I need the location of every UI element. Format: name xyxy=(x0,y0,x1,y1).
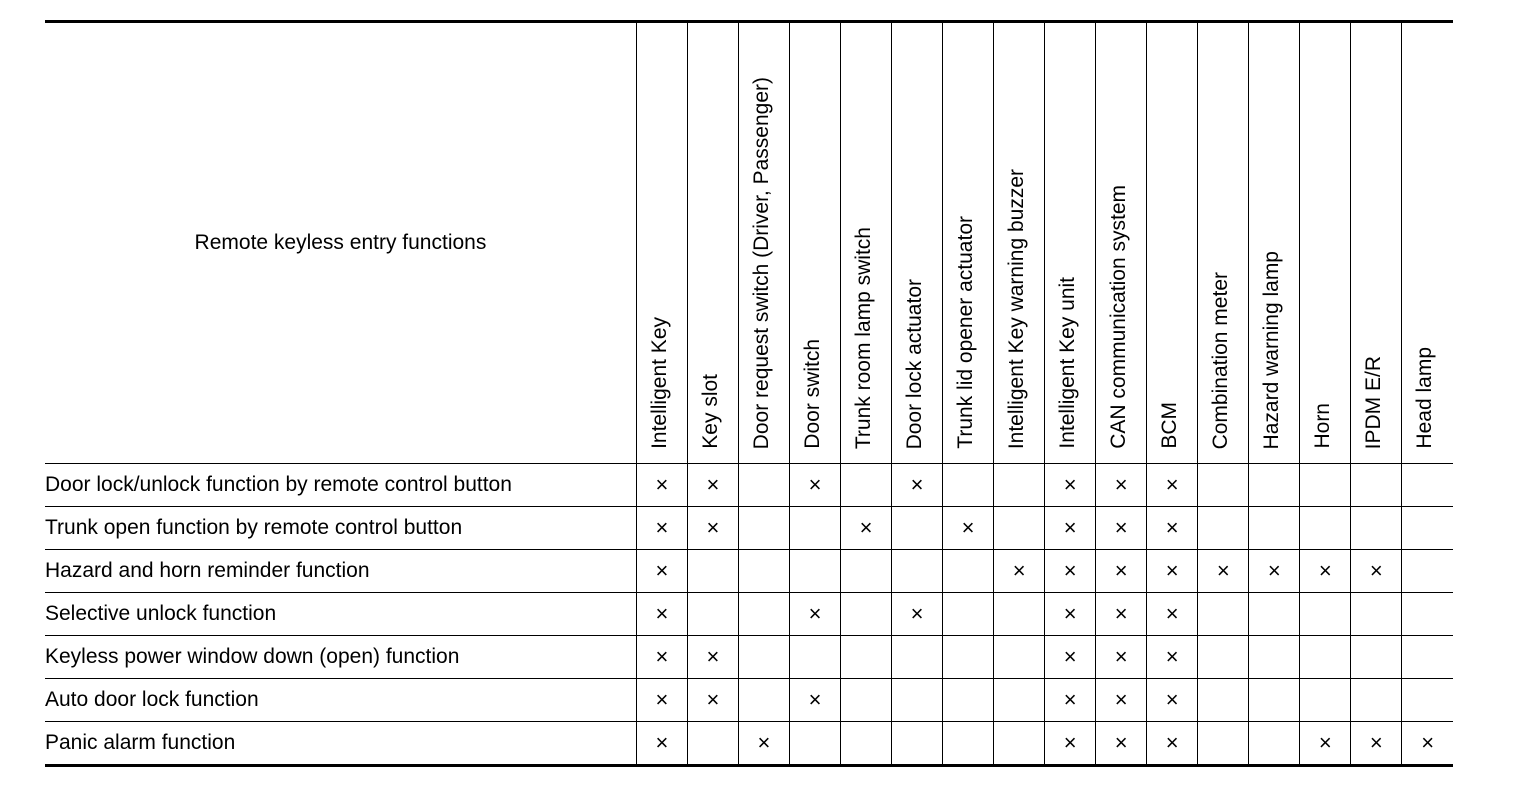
check-mark-cell: × xyxy=(1096,593,1147,636)
empty-cell xyxy=(1198,464,1249,507)
check-mark-cell: × xyxy=(1147,464,1198,507)
check-mark-cell: × xyxy=(1045,550,1096,593)
component-label: Head lamp xyxy=(1413,347,1437,449)
function-label: Keyless power window down (open) function xyxy=(45,636,636,679)
function-label: Selective unlock function xyxy=(45,593,636,636)
table-title: Remote keyless entry functions xyxy=(45,22,636,464)
matrix-table xyxy=(45,20,1453,767)
empty-cell xyxy=(738,464,789,507)
check-mark-cell: × xyxy=(892,464,943,507)
component-label: Intelligent Key xyxy=(647,317,671,449)
check-mark-cell: × xyxy=(1147,507,1198,550)
check-mark-cell: × xyxy=(790,679,841,722)
empty-cell xyxy=(1351,593,1402,636)
empty-cell xyxy=(1300,636,1351,679)
check-mark-cell: × xyxy=(1147,722,1198,766)
empty-cell xyxy=(1249,593,1300,636)
check-mark-cell: × xyxy=(1045,636,1096,679)
check-mark-cell: × xyxy=(636,550,687,593)
function-component-table xyxy=(45,20,1453,767)
empty-cell xyxy=(687,593,738,636)
empty-cell xyxy=(1351,636,1402,679)
empty-cell xyxy=(1300,593,1351,636)
component-label: Horn xyxy=(1311,403,1335,449)
check-mark-cell: × xyxy=(1198,550,1249,593)
empty-cell xyxy=(738,507,789,550)
check-mark-cell: × xyxy=(1096,722,1147,766)
empty-cell xyxy=(790,636,841,679)
check-mark-cell: × xyxy=(1045,507,1096,550)
column-header xyxy=(841,22,892,464)
check-mark-cell: × xyxy=(1147,636,1198,679)
table-row xyxy=(45,636,1453,679)
component-label: CAN communication system xyxy=(1107,185,1131,449)
empty-cell xyxy=(1249,722,1300,766)
check-mark-cell: × xyxy=(841,507,892,550)
empty-cell xyxy=(687,722,738,766)
empty-cell xyxy=(994,507,1045,550)
empty-cell xyxy=(994,593,1045,636)
empty-cell xyxy=(1198,679,1249,722)
component-label: Trunk room lamp switch xyxy=(852,226,876,449)
check-mark-cell: × xyxy=(1249,550,1300,593)
empty-cell xyxy=(841,722,892,766)
check-mark-cell: × xyxy=(687,507,738,550)
empty-cell xyxy=(943,636,994,679)
empty-cell xyxy=(994,679,1045,722)
empty-cell xyxy=(1402,464,1453,507)
check-mark-cell: × xyxy=(636,464,687,507)
empty-cell xyxy=(1300,679,1351,722)
check-mark-cell: × xyxy=(1045,722,1096,766)
empty-cell xyxy=(994,636,1045,679)
component-label: Intelligent Key unit xyxy=(1056,277,1080,449)
check-mark-cell: × xyxy=(1045,593,1096,636)
empty-cell xyxy=(790,507,841,550)
empty-cell xyxy=(790,722,841,766)
check-mark-cell: × xyxy=(892,593,943,636)
column-header xyxy=(1402,22,1453,464)
empty-cell xyxy=(1198,636,1249,679)
table-row xyxy=(45,722,1453,766)
empty-cell xyxy=(1249,507,1300,550)
check-mark-cell: × xyxy=(1096,636,1147,679)
empty-cell xyxy=(1198,507,1249,550)
empty-cell xyxy=(943,679,994,722)
empty-cell xyxy=(1402,507,1453,550)
function-label: Trunk open function by remote control button xyxy=(45,507,636,550)
empty-cell xyxy=(790,550,841,593)
column-header xyxy=(687,22,738,464)
check-mark-cell: × xyxy=(1300,550,1351,593)
check-mark-cell: × xyxy=(687,464,738,507)
empty-cell xyxy=(892,722,943,766)
empty-cell xyxy=(1351,464,1402,507)
empty-cell xyxy=(892,679,943,722)
empty-cell xyxy=(841,679,892,722)
component-label: Door lock actuator xyxy=(903,278,927,449)
component-label: Intelligent Key warning buzzer xyxy=(1005,168,1029,449)
component-label: Combination meter xyxy=(1209,271,1233,449)
column-header xyxy=(636,22,687,464)
function-label: Panic alarm function xyxy=(45,722,636,766)
check-mark-cell: × xyxy=(1147,593,1198,636)
empty-cell xyxy=(841,636,892,679)
empty-cell xyxy=(1402,636,1453,679)
empty-cell xyxy=(1402,679,1453,722)
empty-cell xyxy=(1351,679,1402,722)
table-row xyxy=(45,550,1453,593)
check-mark-cell: × xyxy=(1096,464,1147,507)
empty-cell xyxy=(1249,679,1300,722)
empty-cell xyxy=(1249,636,1300,679)
empty-cell xyxy=(994,464,1045,507)
column-header xyxy=(1198,22,1249,464)
column-header xyxy=(943,22,994,464)
empty-cell xyxy=(687,550,738,593)
check-mark-cell: × xyxy=(994,550,1045,593)
table-row xyxy=(45,593,1453,636)
empty-cell xyxy=(943,550,994,593)
empty-cell xyxy=(738,593,789,636)
check-mark-cell: × xyxy=(1147,679,1198,722)
empty-cell xyxy=(1402,550,1453,593)
component-label: BCM xyxy=(1158,402,1182,449)
table-row xyxy=(45,507,1453,550)
column-header xyxy=(1300,22,1351,464)
empty-cell xyxy=(943,593,994,636)
table-row xyxy=(45,464,1453,507)
check-mark-cell: × xyxy=(636,507,687,550)
empty-cell xyxy=(943,464,994,507)
empty-cell xyxy=(1351,507,1402,550)
empty-cell xyxy=(738,636,789,679)
check-mark-cell: × xyxy=(1045,464,1096,507)
check-mark-cell: × xyxy=(1300,722,1351,766)
check-mark-cell: × xyxy=(636,722,687,766)
component-label: Trunk lid opener actuator xyxy=(954,216,978,449)
column-header xyxy=(994,22,1045,464)
column-header xyxy=(790,22,841,464)
component-label: Door request switch (Driver, Passenger) xyxy=(749,76,773,449)
check-mark-cell: × xyxy=(1045,679,1096,722)
check-mark-cell: × xyxy=(1351,550,1402,593)
column-header xyxy=(1147,22,1198,464)
empty-cell xyxy=(892,507,943,550)
column-header xyxy=(892,22,943,464)
empty-cell xyxy=(943,722,994,766)
check-mark-cell: × xyxy=(1351,722,1402,766)
empty-cell xyxy=(738,550,789,593)
header-row xyxy=(45,22,1453,464)
column-header xyxy=(1045,22,1096,464)
column-header xyxy=(1096,22,1147,464)
check-mark-cell: × xyxy=(1096,550,1147,593)
component-label: Hazard warning lamp xyxy=(1260,250,1284,449)
function-label: Door lock/unlock function by remote control button xyxy=(45,464,636,507)
empty-cell xyxy=(1300,464,1351,507)
empty-cell xyxy=(1300,507,1351,550)
check-mark-cell: × xyxy=(738,722,789,766)
table-body xyxy=(45,464,1453,766)
check-mark-cell: × xyxy=(636,679,687,722)
component-label: Door switch xyxy=(801,339,824,449)
column-header xyxy=(738,22,789,464)
check-mark-cell: × xyxy=(636,593,687,636)
empty-cell xyxy=(1402,593,1453,636)
check-mark-cell: × xyxy=(1096,507,1147,550)
check-mark-cell: × xyxy=(1096,679,1147,722)
empty-cell xyxy=(738,679,789,722)
table-row xyxy=(45,679,1453,722)
check-mark-cell: × xyxy=(1402,722,1453,766)
component-label: IPDM E/R xyxy=(1362,355,1386,449)
check-mark-cell: × xyxy=(687,679,738,722)
column-header xyxy=(1249,22,1300,464)
check-mark-cell: × xyxy=(687,636,738,679)
empty-cell xyxy=(841,464,892,507)
check-mark-cell: × xyxy=(790,464,841,507)
function-label: Hazard and horn reminder function xyxy=(45,550,636,593)
check-mark-cell: × xyxy=(790,593,841,636)
check-mark-cell: × xyxy=(943,507,994,550)
empty-cell xyxy=(892,636,943,679)
function-label: Auto door lock function xyxy=(45,679,636,722)
empty-cell xyxy=(1249,464,1300,507)
column-header xyxy=(1351,22,1402,464)
empty-cell xyxy=(892,550,943,593)
check-mark-cell: × xyxy=(1147,550,1198,593)
empty-cell xyxy=(1198,593,1249,636)
check-mark-cell: × xyxy=(636,636,687,679)
empty-cell xyxy=(841,550,892,593)
empty-cell xyxy=(1198,722,1249,766)
empty-cell xyxy=(994,722,1045,766)
component-label: Key slot xyxy=(698,374,722,449)
empty-cell xyxy=(841,593,892,636)
